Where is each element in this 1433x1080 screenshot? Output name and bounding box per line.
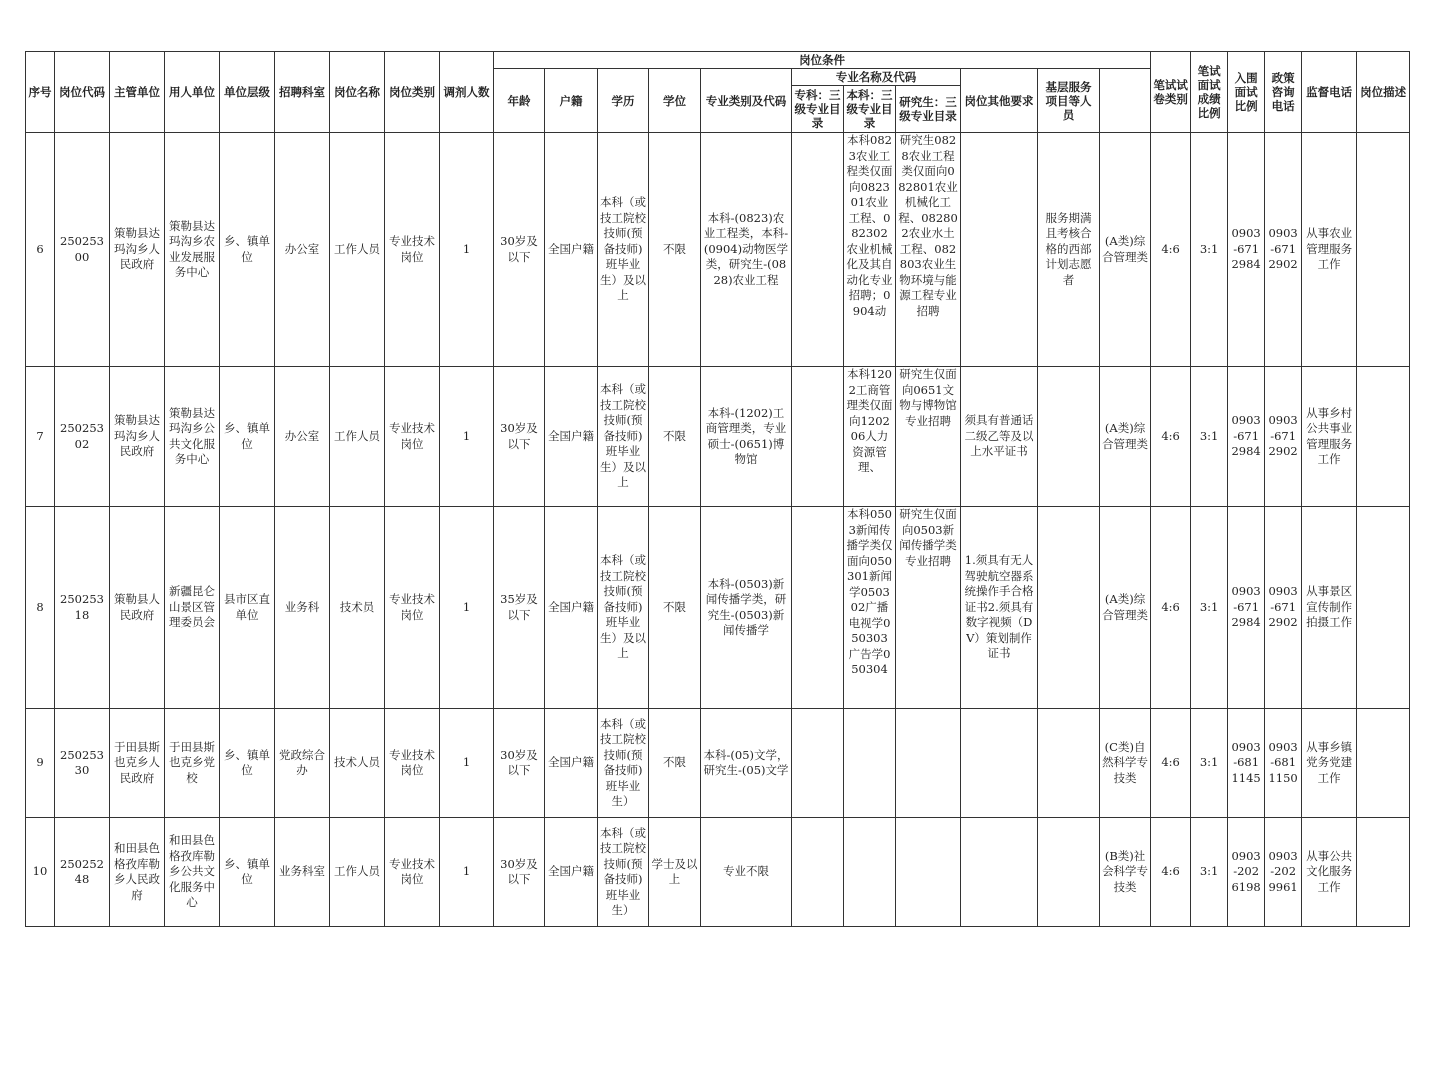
cell-policy-tel: 0903-6712984: [1228, 133, 1265, 367]
cell-benke: [844, 709, 896, 818]
header-level: 单位层级: [220, 52, 275, 133]
header-benke: 本科：三级专业目录: [844, 86, 896, 133]
header-yanjiusheng: 研究生：三级专业目录: [896, 86, 961, 133]
cell-zhuanke: [792, 367, 844, 507]
cell-category: 专业技术岗位: [385, 818, 440, 927]
cell-edu: 本科（或技工院校技师(预备技师)班毕业生）: [598, 709, 649, 818]
cell-seq: 9: [26, 709, 55, 818]
cell-age: 30岁及以下: [494, 367, 545, 507]
cell-dept: 办公室: [275, 367, 330, 507]
header-policy-tel: 政策咨询电话: [1265, 52, 1302, 133]
header-major-name-code: 专业名称及代码: [792, 69, 961, 86]
cell-other: 须具有普通话二级乙等及以上水平证书: [961, 367, 1038, 507]
cell-policy-tel: 0903-6712984: [1228, 367, 1265, 507]
cell-interview: 3:1: [1191, 367, 1228, 507]
cell-seq: 8: [26, 507, 55, 709]
header-dept: 招聘科室: [275, 52, 330, 133]
table-row: [26, 818, 1410, 927]
cell-employer: 新疆昆仑山景区管理委员会: [165, 507, 220, 709]
cell-supervisor: 于田县斯也克乡人民政府: [110, 709, 165, 818]
cell-policy-tel: 0903-6712984: [1228, 507, 1265, 709]
header-employer: 用人单位: [165, 52, 220, 133]
cell-edu: 本科（或技工院校技师(预备技师)班毕业生）: [598, 818, 649, 927]
cell-dept: 办公室: [275, 133, 330, 367]
cell-yanjiusheng: 研究生仅面向0503新闻传播学类专业招聘: [896, 507, 961, 709]
cell-supervise-tel: 0903-2029961: [1265, 818, 1302, 927]
cell-age: 30岁及以下: [494, 133, 545, 367]
cell-seq: 6: [26, 133, 55, 367]
cell-supervise-tel: 0903-6712902: [1265, 133, 1302, 367]
cell-ratio: 4:6: [1151, 133, 1191, 367]
cell-supervise-tel: 0903-6712902: [1265, 367, 1302, 507]
table-row: [26, 507, 1410, 709]
cell-major: 本科-(0823)农业工程类，本科-(0904)动物医学类，研究生-(0828)农业工程: [701, 133, 792, 367]
cell-remark: [1357, 133, 1410, 367]
cell-name: 技术员: [330, 507, 385, 709]
cell-yanjiusheng: 研究生仅面向0651文物与博物馆专业招聘: [896, 367, 961, 507]
cell-degree: 不限: [649, 133, 701, 367]
header-count: 调剂人数: [440, 52, 494, 133]
cell-edu: 本科（或技工院校技师(预备技师)班毕业生）及以上: [598, 133, 649, 367]
cell-ratio: 4:6: [1151, 709, 1191, 818]
cell-edu: 本科（或技工院校技师(预备技师)班毕业生）及以上: [598, 507, 649, 709]
cell-major: 本科-(05)文学，研究生-(05)文学: [701, 709, 792, 818]
cell-category: 专业技术岗位: [385, 367, 440, 507]
cell-level: 乡、镇单位: [220, 709, 275, 818]
cell-other: [961, 818, 1038, 927]
cell-remark: [1357, 709, 1410, 818]
cell-benke: 本科0823农业工程类仅面向082301农业工程、082302农业机械化及其自动化专业招聘；0904动: [844, 133, 896, 367]
cell-service: [1038, 818, 1100, 927]
cell-level: 县市区直单位: [220, 507, 275, 709]
cell-edu: 本科（或技工院校技师(预备技师)班毕业生）及以上: [598, 367, 649, 507]
cell-seq: 10: [26, 818, 55, 927]
cell-benke: 本科1202工商管理类仅面向120206人力资源管理、: [844, 367, 896, 507]
table-row: [26, 133, 1410, 367]
cell-degree: 不限: [649, 367, 701, 507]
header-hukou: 户籍: [545, 69, 598, 133]
cell-service: [1038, 709, 1100, 818]
header-other: 岗位其他要求: [961, 69, 1038, 133]
header-desc: 岗位描述: [1357, 52, 1410, 133]
header-ratio: 笔试面试成绩比例: [1191, 52, 1228, 133]
cell-employer: 策勒县达玛沟乡农业发展服务中心: [165, 133, 220, 367]
cell-zhuanke: [792, 507, 844, 709]
cell-supervise-tel: 0903-6712902: [1265, 507, 1302, 709]
header-supervisor: 主管单位: [110, 52, 165, 133]
cell-desc: 从事乡镇党务党建工作: [1302, 709, 1357, 818]
cell-degree: 不限: [649, 507, 701, 709]
cell-exam: (A类)综合管理类: [1100, 367, 1151, 507]
cell-ratio: 4:6: [1151, 507, 1191, 709]
cell-supervisor: 策勒县达玛沟乡人民政府: [110, 133, 165, 367]
cell-category: 专业技术岗位: [385, 709, 440, 818]
cell-hukou: 全国户籍: [545, 507, 598, 709]
cell-dept: 业务科室: [275, 818, 330, 927]
cell-code: 25025302: [55, 367, 110, 507]
cell-count: 1: [440, 818, 494, 927]
header-category: 岗位类别: [385, 52, 440, 133]
cell-remark: [1357, 367, 1410, 507]
cell-service: [1038, 367, 1100, 507]
cell-count: 1: [440, 709, 494, 818]
cell-name: 工作人员: [330, 367, 385, 507]
header-seq: 序号: [26, 52, 55, 133]
cell-count: 1: [440, 367, 494, 507]
cell-remark: [1357, 818, 1410, 927]
cell-name: 工作人员: [330, 133, 385, 367]
cell-zhuanke: [792, 709, 844, 818]
header-name: 岗位名称: [330, 52, 385, 133]
cell-service: 服务期满且考核合格的西部计划志愿者: [1038, 133, 1100, 367]
cell-code: 25025248: [55, 818, 110, 927]
cell-exam: (C类)自然科学专技类: [1100, 709, 1151, 818]
cell-hukou: 全国户籍: [545, 367, 598, 507]
cell-employer: 策勒县达玛沟乡公共文化服务中心: [165, 367, 220, 507]
cell-interview: 3:1: [1191, 818, 1228, 927]
cell-interview: 3:1: [1191, 709, 1228, 818]
cell-service: [1038, 507, 1100, 709]
cell-level: 乡、镇单位: [220, 818, 275, 927]
cell-dept: 业务科: [275, 507, 330, 709]
cell-hukou: 全国户籍: [545, 133, 598, 367]
cell-other: [961, 133, 1038, 367]
cell-hukou: 全国户籍: [545, 818, 598, 927]
header-conditions: 岗位条件: [494, 52, 1151, 69]
header-degree: 学位: [649, 69, 701, 133]
cell-employer: 和田县色格孜库勒乡公共文化服务中心: [165, 818, 220, 927]
cell-zhuanke: [792, 133, 844, 367]
cell-code: 25025300: [55, 133, 110, 367]
cell-major: 本科-(0503)新闻传播学类，研究生-(0503)新闻传播学: [701, 507, 792, 709]
cell-level: 乡、镇单位: [220, 133, 275, 367]
cell-name: 工作人员: [330, 818, 385, 927]
cell-benke: 本科0503新闻传播学类仅面向050301新闻学050302广播电视学050303广告学050304: [844, 507, 896, 709]
cell-zhuanke: [792, 818, 844, 927]
table-row: [26, 709, 1410, 818]
cell-supervisor: 和田县色格孜库勒乡人民政府: [110, 818, 165, 927]
header-code: 岗位代码: [55, 52, 110, 133]
cell-major: 专业不限: [701, 818, 792, 927]
header-edu: 学历: [598, 69, 649, 133]
cell-category: 专业技术岗位: [385, 507, 440, 709]
cell-employer: 于田县斯也克乡党校: [165, 709, 220, 818]
header-age: 年龄: [494, 69, 545, 133]
cell-yanjiusheng: 研究生0828农业工程类仅面向082801农业机械化工程、082802农业水土工程、082803农业生物环境与能源工程专业招聘: [896, 133, 961, 367]
header-service: 基层服务项目等人员: [1038, 69, 1100, 133]
cell-remark: [1357, 507, 1410, 709]
cell-exam: (A类)综合管理类: [1100, 133, 1151, 367]
cell-desc: 从事景区宣传制作拍摄工作: [1302, 507, 1357, 709]
cell-interview: 3:1: [1191, 507, 1228, 709]
cell-count: 1: [440, 133, 494, 367]
cell-level: 乡、镇单位: [220, 367, 275, 507]
cell-age: 35岁及以下: [494, 507, 545, 709]
cell-interview: 3:1: [1191, 133, 1228, 367]
header-interview: 入围面试比例: [1228, 52, 1265, 133]
cell-supervisor: 策勒县达玛沟乡人民政府: [110, 367, 165, 507]
cell-other: [961, 709, 1038, 818]
cell-ratio: 4:6: [1151, 367, 1191, 507]
cell-ratio: 4:6: [1151, 818, 1191, 927]
cell-supervise-tel: 0903-6811150: [1265, 709, 1302, 818]
cell-code: 25025330: [55, 709, 110, 818]
cell-seq: 7: [26, 367, 55, 507]
header-supervise-tel: 监督电话: [1302, 52, 1357, 133]
cell-desc: 从事公共文化服务工作: [1302, 818, 1357, 927]
cell-policy-tel: 0903-2026198: [1228, 818, 1265, 927]
cell-hukou: 全国户籍: [545, 709, 598, 818]
recruitment-table: [25, 51, 1410, 927]
cell-category: 专业技术岗位: [385, 133, 440, 367]
cell-name: 技术人员: [330, 709, 385, 818]
header-zhuanke: 专科：三级专业目录: [792, 86, 844, 133]
header-major: 专业类别及代码: [701, 69, 792, 133]
cell-age: 30岁及以下: [494, 709, 545, 818]
cell-desc: 从事乡村公共事业管理服务工作: [1302, 367, 1357, 507]
table-row: [26, 367, 1410, 507]
header-exam: 笔试试卷类别: [1151, 52, 1191, 133]
cell-desc: 从事农业管理服务工作: [1302, 133, 1357, 367]
cell-degree: 不限: [649, 709, 701, 818]
cell-degree: 学士及以上: [649, 818, 701, 927]
cell-supervisor: 策勒县人民政府: [110, 507, 165, 709]
cell-age: 30岁及以下: [494, 818, 545, 927]
cell-policy-tel: 0903-6811145: [1228, 709, 1265, 818]
cell-other: 1.须具有无人驾驶航空器系统操作手合格证书2.须具有数字视频（DV）策划制作证书: [961, 507, 1038, 709]
cell-yanjiusheng: [896, 818, 961, 927]
cell-benke: [844, 818, 896, 927]
cell-dept: 党政综合办: [275, 709, 330, 818]
cell-yanjiusheng: [896, 709, 961, 818]
cell-code: 25025318: [55, 507, 110, 709]
cell-count: 1: [440, 507, 494, 709]
cell-exam: (A类)综合管理类: [1100, 507, 1151, 709]
cell-major: 本科-(1202)工商管理类，专业硕士-(0651)博物馆: [701, 367, 792, 507]
cell-exam: (B类)社会科学专技类: [1100, 818, 1151, 927]
